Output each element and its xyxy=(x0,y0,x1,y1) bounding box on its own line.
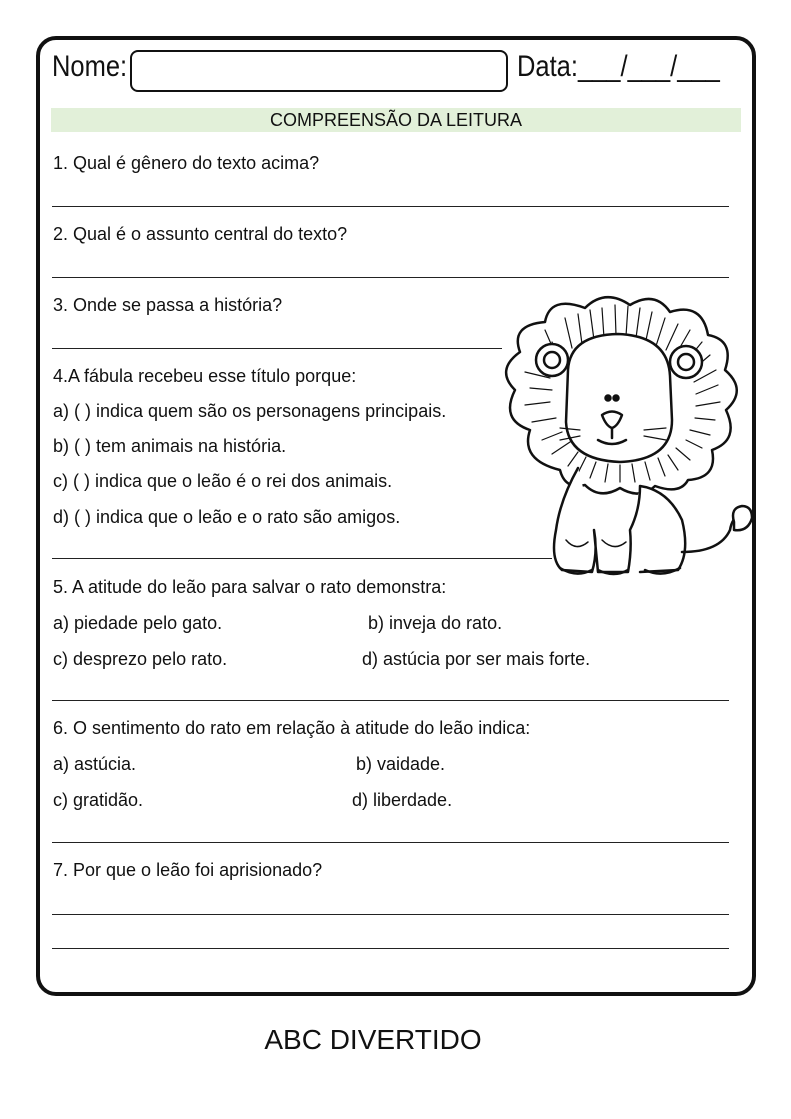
question-4: 4.A fábula recebeu esse título porque: xyxy=(53,366,357,386)
option-6c[interactable]: c) gratidão. xyxy=(53,790,144,810)
answer-line[interactable] xyxy=(52,206,729,207)
answer-line[interactable] xyxy=(52,348,502,349)
option-6d[interactable]: d) liberdade. xyxy=(352,790,453,810)
option-4b[interactable]: b) ( ) tem animais na história. xyxy=(53,436,287,456)
answer-line[interactable] xyxy=(52,700,729,701)
name-label: Nome: xyxy=(52,50,128,83)
option-5a[interactable]: a) piedade pelo gato. xyxy=(53,613,223,633)
question-3: 3. Onde se passa a história? xyxy=(53,295,283,315)
answer-line[interactable] xyxy=(52,914,729,915)
question-2: 2. Qual é o assunto central do texto? xyxy=(53,224,348,244)
question-7: 7. Por que o leão foi aprisionado? xyxy=(53,860,323,880)
date-label: Data:___/___/___ xyxy=(517,50,720,83)
footer-brand: ABC DIVERTIDO xyxy=(264,1024,482,1055)
option-4c[interactable]: c) ( ) indica que o leão é o rei dos animais. xyxy=(53,471,393,491)
answer-line[interactable] xyxy=(52,277,729,278)
question-5: 5. A atitude do leão para salvar o rato demonstra: xyxy=(53,577,447,597)
answer-line[interactable] xyxy=(52,558,552,559)
option-5b[interactable]: b) inveja do rato. xyxy=(368,613,503,633)
option-5d[interactable]: d) astúcia por ser mais forte. xyxy=(362,649,591,669)
option-4d[interactable]: d) ( ) indica que o leão e o rato são amigos. xyxy=(53,507,401,527)
option-5c[interactable]: c) desprezo pelo rato. xyxy=(53,649,228,669)
option-4a[interactable]: a) ( ) indica quem são os personagens principais. xyxy=(53,401,447,421)
lion-illustration xyxy=(490,290,758,580)
question-1: 1. Qual é gênero do texto acima? xyxy=(53,153,320,173)
answer-line[interactable] xyxy=(52,842,729,843)
answer-line[interactable] xyxy=(52,948,729,949)
name-field[interactable] xyxy=(130,50,508,92)
option-6b[interactable]: b) vaidade. xyxy=(356,754,446,774)
question-6: 6. O sentimento do rato em relação à atitude do leão indica: xyxy=(53,718,531,738)
option-6a[interactable]: a) astúcia. xyxy=(53,754,137,774)
section-banner: COMPREENSÃO DA LEITURA xyxy=(51,108,741,132)
